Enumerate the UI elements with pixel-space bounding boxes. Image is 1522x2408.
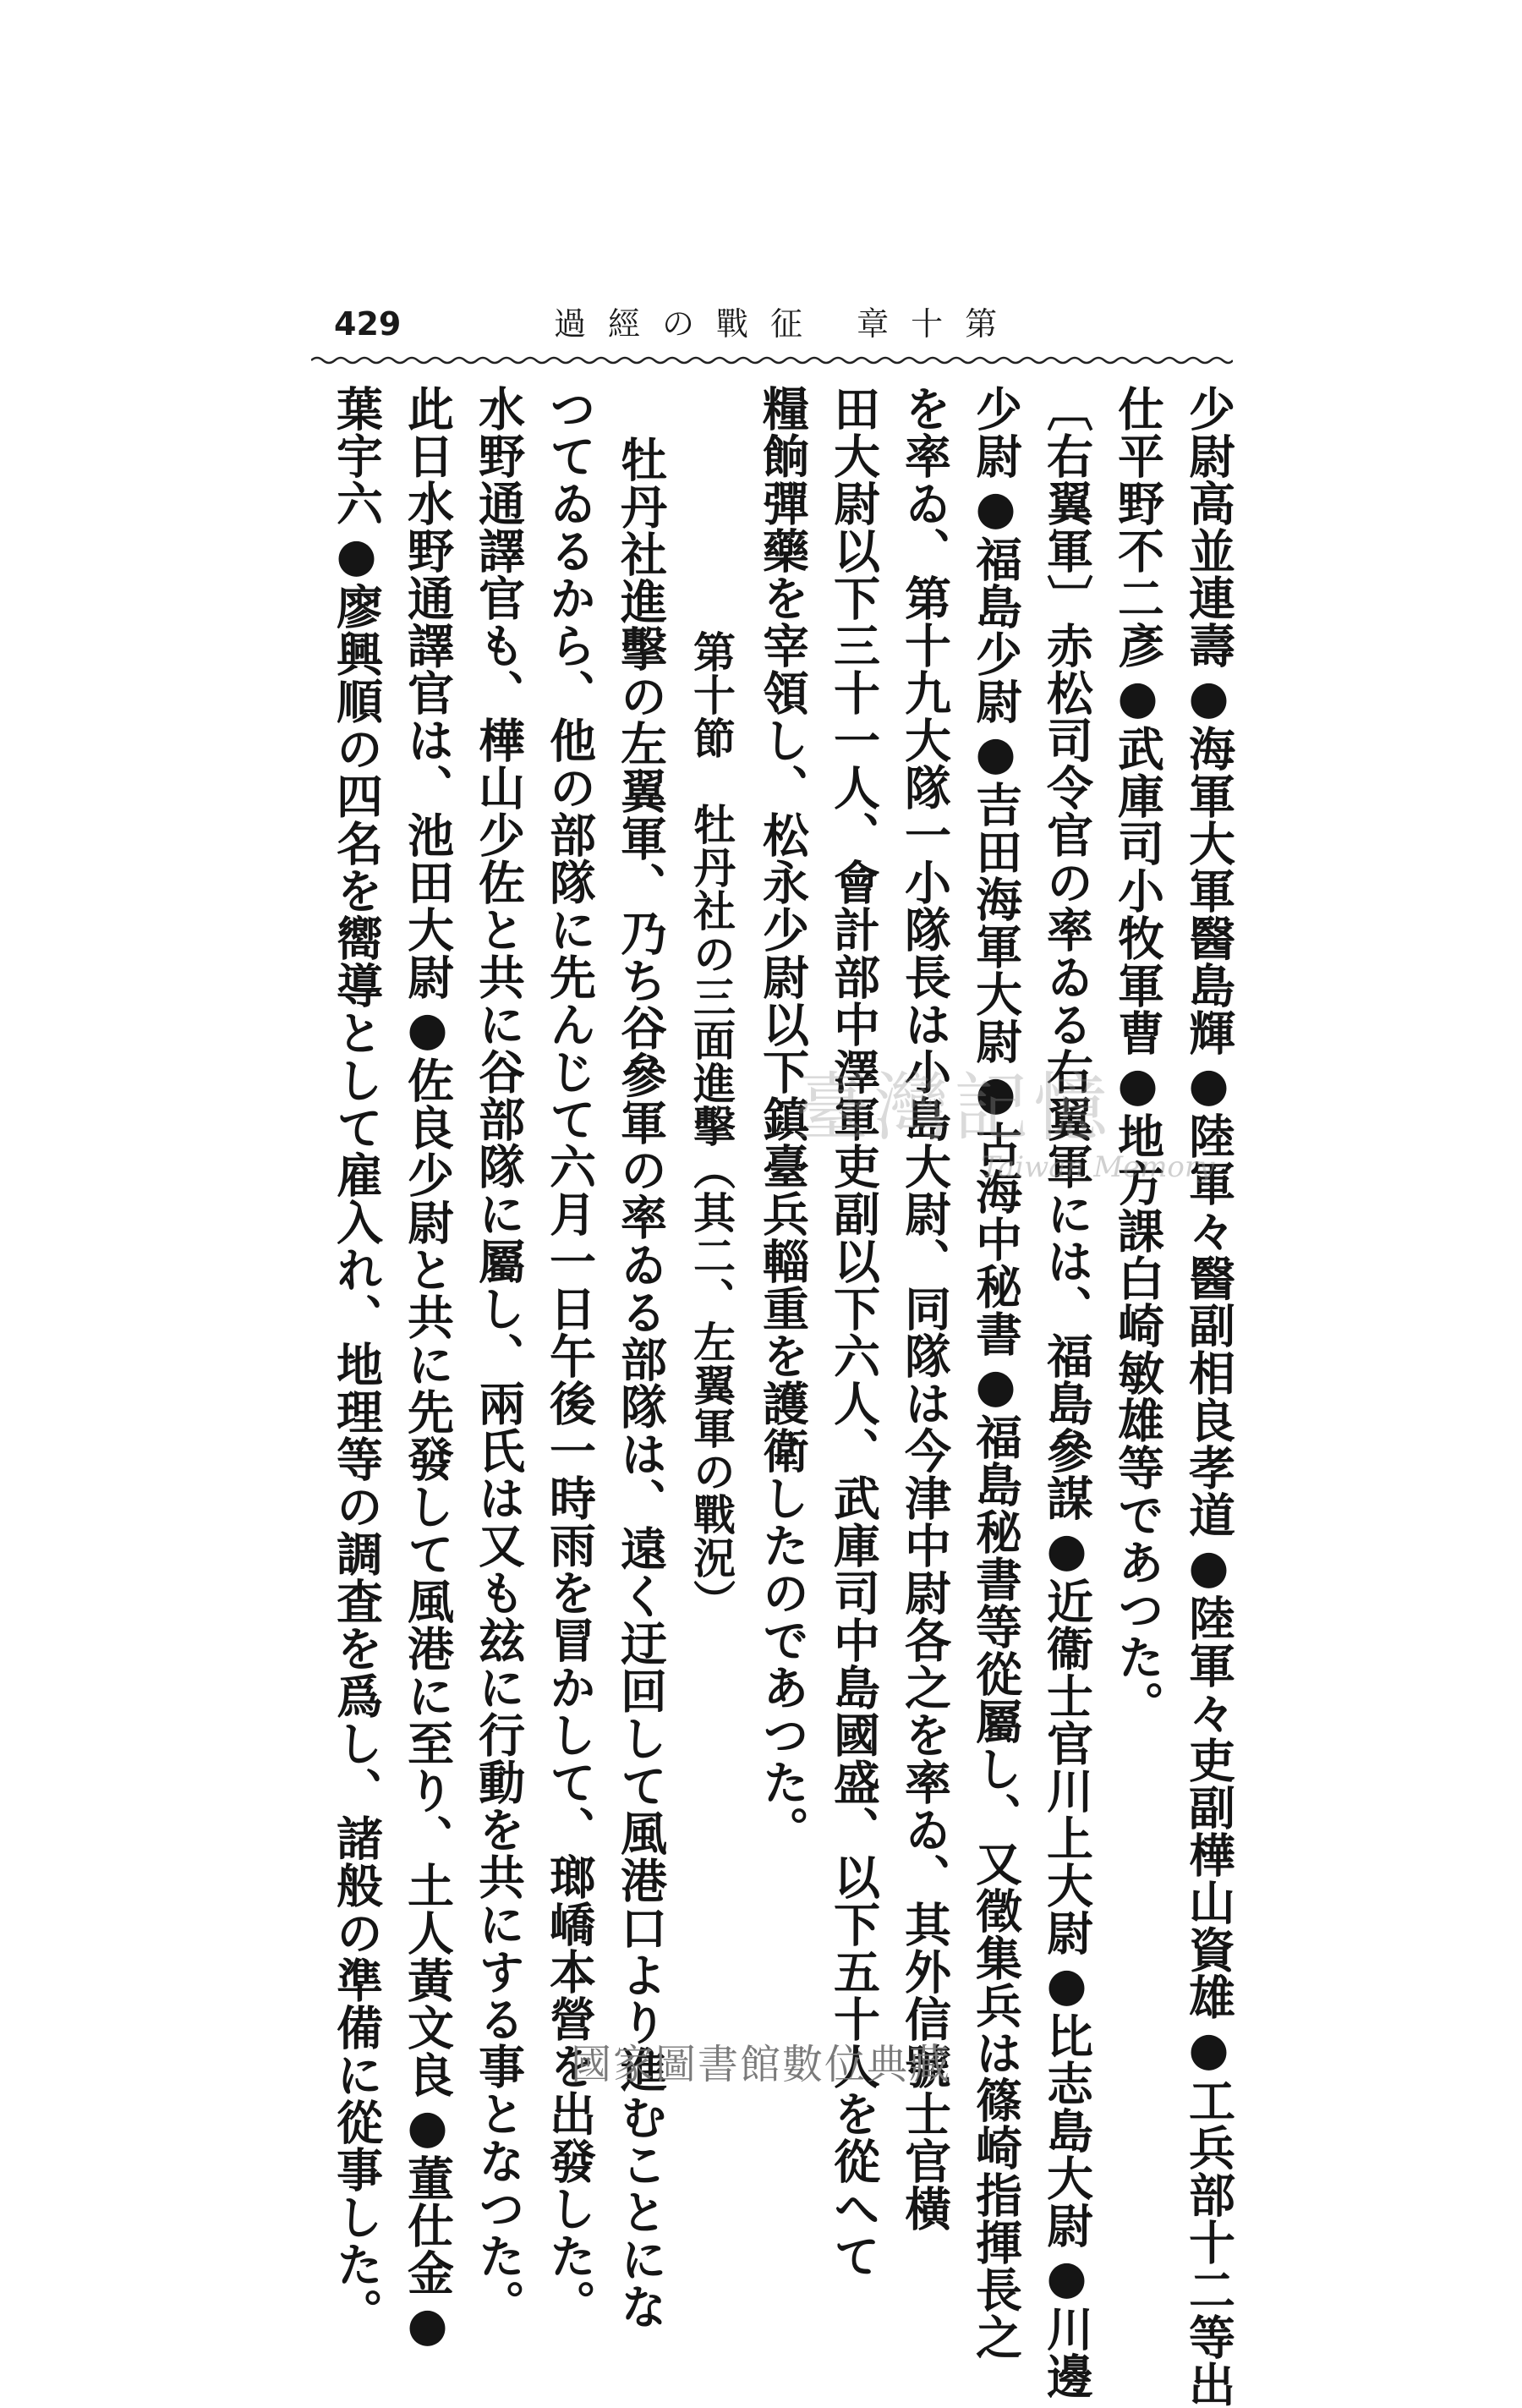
section-heading: 第十節 牡丹社の三面進擊（其二、左翼軍の戰況） xyxy=(687,630,736,1622)
text-column-5: を率ゐ、第十九大隊一小隊長は小島大尉、同隊は今津中尉各之を率ゐ、其外信號士官橫 xyxy=(897,385,952,2232)
text-column-4: 少尉●福島少尉●吉田海軍大尉●古海中秘書●福島秘書等從屬し、又徵集兵は篠崎指揮長之 xyxy=(968,385,1023,2361)
wavy-divider xyxy=(311,355,1233,365)
footer-credit: 國家圖書館數位典藏 xyxy=(570,2041,951,2088)
archive-watermark-subtitle: Taiwan Memory xyxy=(981,1150,1215,1184)
text-column-11: 水野通譯官も、樺山少佐と共に谷部隊に屬し、兩氏は又も玆に行動を共にする事となつた。 xyxy=(471,385,526,2327)
text-column-7: 糧餉彈藥を宰領し、松永少尉以下鎮臺兵輜重を護衛したのであつた。 xyxy=(755,385,810,1853)
text-column-3: 〔右翼軍〕赤松司令官の率ゐる右翼軍には、福島參謀●近衞士官川上大尉●比志島大尉●川邊 xyxy=(1039,385,1094,2400)
text-column-12: 此日水野通譯官は、池田大尉●佐良少尉と共に先發して風港に至り、土人黃文良●董仕金● xyxy=(400,385,455,2352)
text-column-1: 少尉高並連壽●海軍大軍醫島輝●陸軍々醫副相良孝道●陸軍々吏副樺山資雄●工兵部十二等出 xyxy=(1181,385,1236,2408)
running-title: 第十章 征戰の經過 xyxy=(554,305,1020,343)
text-column-6: 田大尉以下三十一人、會計部中澤軍吏副以下六人、武庫司中島國盛、以下五十人を從へて xyxy=(826,385,881,2279)
text-column-2: 仕平野不二彥●武庫司小牧軍曹●地方課白崎敏雄等であつた。 xyxy=(1110,385,1165,1728)
running-header xyxy=(334,303,1213,345)
archive-watermark: 臺灣記憶 xyxy=(795,1064,1114,1151)
text-column-13: 葉宇六●廖興順の四名を嚮導として雇入れ、地理等の調査を爲し、諸般の準備に從事した。 xyxy=(329,385,384,2335)
text-column-9: 牡丹社進擊の左翼軍、乃ち谷參軍の率ゐる部隊は、遠く迂回して風港口より進むことにな xyxy=(613,436,668,2330)
text-column-10: つてゐるから、他の部隊に先んじて六月一日午後一時雨を冒かして、瑯嶠本營を出發した。 xyxy=(542,385,597,2327)
page-number: 429 xyxy=(334,305,402,343)
